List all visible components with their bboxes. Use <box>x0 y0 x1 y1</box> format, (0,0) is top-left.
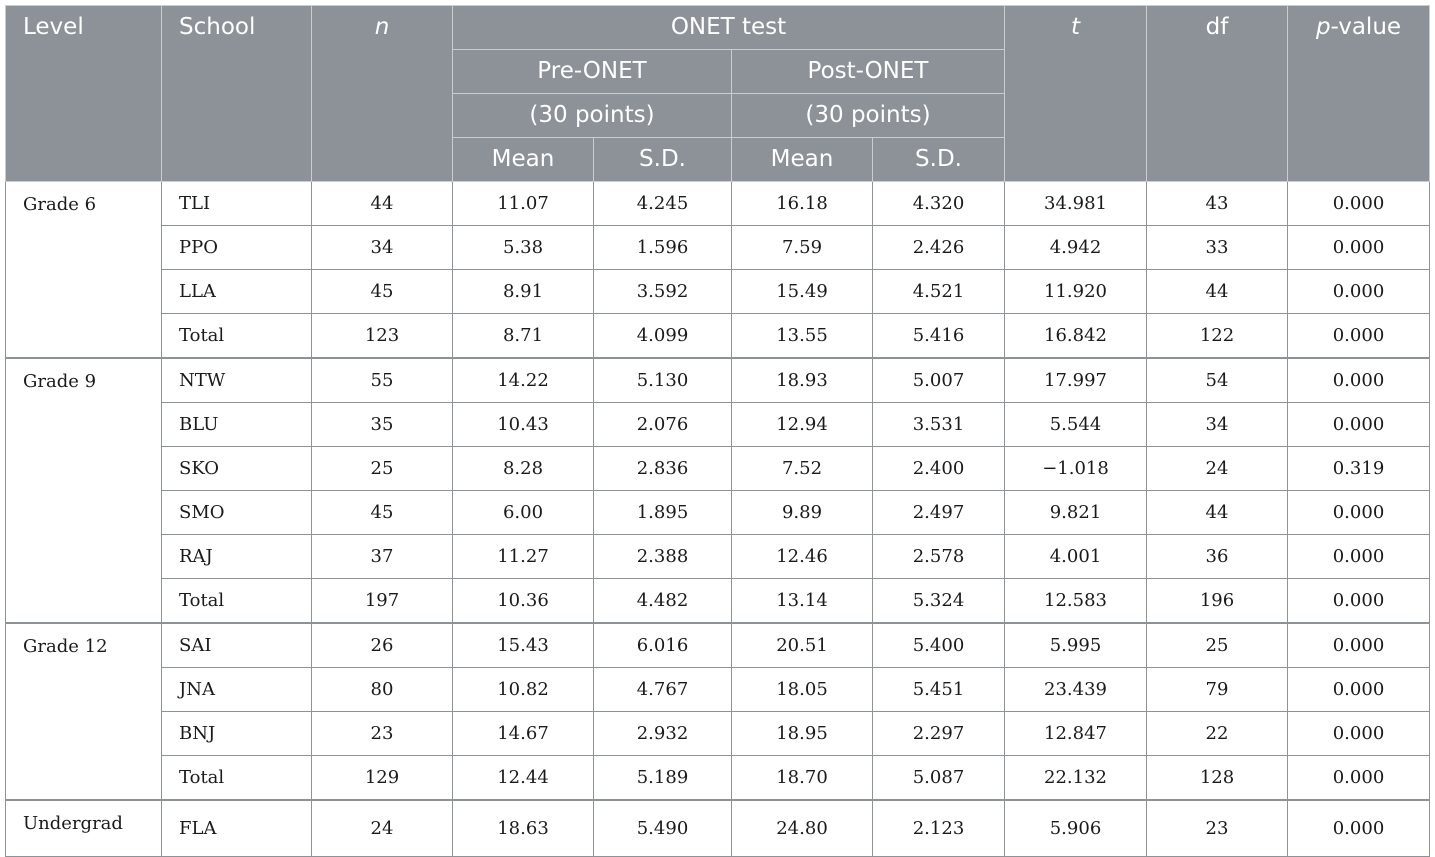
df-cell: 23 <box>1147 800 1288 857</box>
table-row <box>6 756 1430 801</box>
t-cell: 16.842 <box>1005 314 1147 359</box>
level-cell: Grade 6 <box>6 182 162 359</box>
school-cell: JNA <box>162 668 312 712</box>
header-pre-sd: S.D. <box>594 138 732 182</box>
post-mean-cell: 24.80 <box>732 800 873 857</box>
t-cell: −1.018 <box>1005 447 1147 491</box>
n-cell: 25 <box>312 447 453 491</box>
post-sd-cell: 4.320 <box>873 182 1005 226</box>
school-cell: BLU <box>162 403 312 447</box>
post-mean-cell: 12.46 <box>732 535 873 579</box>
n-cell: 123 <box>312 314 453 359</box>
post-mean-cell: 13.14 <box>732 579 873 624</box>
pre-mean-cell: 6.00 <box>453 491 594 535</box>
table-body <box>6 182 1430 857</box>
p-cell: 0.000 <box>1288 756 1430 801</box>
school-cell: RAJ <box>162 535 312 579</box>
t-cell: 22.132 <box>1005 756 1147 801</box>
header-p-rest: -value <box>1330 14 1402 40</box>
table-row <box>6 447 1430 491</box>
n-cell: 55 <box>312 358 453 403</box>
table-row <box>6 314 1430 359</box>
post-sd-cell: 2.426 <box>873 226 1005 270</box>
t-cell: 17.997 <box>1005 358 1147 403</box>
n-cell: 23 <box>312 712 453 756</box>
t-cell: 11.920 <box>1005 270 1147 314</box>
level-cell: Undergrad <box>6 800 162 857</box>
n-cell: 44 <box>312 182 453 226</box>
t-cell: 4.001 <box>1005 535 1147 579</box>
post-sd-cell: 2.297 <box>873 712 1005 756</box>
post-mean-cell: 20.51 <box>732 623 873 668</box>
post-mean-cell: 12.94 <box>732 403 873 447</box>
p-cell: 0.000 <box>1288 491 1430 535</box>
pre-mean-cell: 10.82 <box>453 668 594 712</box>
pre-mean-cell: 10.43 <box>453 403 594 447</box>
pre-mean-cell: 14.22 <box>453 358 594 403</box>
df-cell: 22 <box>1147 712 1288 756</box>
pre-sd-cell: 2.388 <box>594 535 732 579</box>
n-cell: 45 <box>312 270 453 314</box>
table-row <box>6 226 1430 270</box>
pre-sd-cell: 4.482 <box>594 579 732 624</box>
post-mean-cell: 13.55 <box>732 314 873 359</box>
post-mean-cell: 18.70 <box>732 756 873 801</box>
pre-mean-cell: 8.28 <box>453 447 594 491</box>
pre-mean-cell: 14.67 <box>453 712 594 756</box>
post-sd-cell: 2.123 <box>873 800 1005 857</box>
school-cell: PPO <box>162 226 312 270</box>
table-row <box>6 270 1430 314</box>
post-mean-cell: 7.52 <box>732 447 873 491</box>
pre-sd-cell: 6.016 <box>594 623 732 668</box>
df-cell: 54 <box>1147 358 1288 403</box>
table-row <box>6 491 1430 535</box>
df-cell: 44 <box>1147 270 1288 314</box>
p-cell: 0.000 <box>1288 403 1430 447</box>
pre-sd-cell: 2.076 <box>594 403 732 447</box>
header-n: n <box>312 6 453 182</box>
n-cell: 45 <box>312 491 453 535</box>
n-cell: 35 <box>312 403 453 447</box>
n-cell: 34 <box>312 226 453 270</box>
df-cell: 44 <box>1147 491 1288 535</box>
pre-sd-cell: 2.932 <box>594 712 732 756</box>
header-pre-onet: Pre-ONET <box>453 50 732 94</box>
level-cell: Grade 9 <box>6 358 162 623</box>
pre-mean-cell: 8.71 <box>453 314 594 359</box>
school-cell: SAI <box>162 623 312 668</box>
school-cell: Total <box>162 756 312 801</box>
df-cell: 24 <box>1147 447 1288 491</box>
pre-sd-cell: 5.130 <box>594 358 732 403</box>
header-p-value <box>1288 6 1430 182</box>
table-row <box>6 579 1430 624</box>
post-sd-cell: 2.497 <box>873 491 1005 535</box>
pre-sd-cell: 1.596 <box>594 226 732 270</box>
df-cell: 196 <box>1147 579 1288 624</box>
post-sd-cell: 2.400 <box>873 447 1005 491</box>
n-cell: 26 <box>312 623 453 668</box>
results-table <box>5 5 1430 857</box>
post-sd-cell: 3.531 <box>873 403 1005 447</box>
header-post-onet: Post-ONET <box>732 50 1005 94</box>
p-cell: 0.000 <box>1288 800 1430 857</box>
post-mean-cell: 18.93 <box>732 358 873 403</box>
df-cell: 33 <box>1147 226 1288 270</box>
df-cell: 128 <box>1147 756 1288 801</box>
post-sd-cell: 2.578 <box>873 535 1005 579</box>
df-cell: 25 <box>1147 623 1288 668</box>
t-cell: 5.544 <box>1005 403 1147 447</box>
post-mean-cell: 18.05 <box>732 668 873 712</box>
header-pre-mean: Mean <box>453 138 594 182</box>
post-mean-cell: 7.59 <box>732 226 873 270</box>
pre-mean-cell: 18.63 <box>453 800 594 857</box>
df-cell: 43 <box>1147 182 1288 226</box>
header-post-mean: Mean <box>732 138 873 182</box>
post-sd-cell: 5.007 <box>873 358 1005 403</box>
t-cell: 9.821 <box>1005 491 1147 535</box>
pre-sd-cell: 4.767 <box>594 668 732 712</box>
p-cell: 0.000 <box>1288 358 1430 403</box>
p-cell: 0.319 <box>1288 447 1430 491</box>
table-row <box>6 182 1430 226</box>
df-cell: 34 <box>1147 403 1288 447</box>
pre-sd-cell: 4.245 <box>594 182 732 226</box>
t-cell: 4.942 <box>1005 226 1147 270</box>
p-cell: 0.000 <box>1288 668 1430 712</box>
post-mean-cell: 9.89 <box>732 491 873 535</box>
table-row <box>6 358 1430 403</box>
pre-sd-cell: 1.895 <box>594 491 732 535</box>
school-cell: BNJ <box>162 712 312 756</box>
table-row <box>6 800 1430 857</box>
table-header <box>6 6 1430 182</box>
pre-mean-cell: 11.07 <box>453 182 594 226</box>
n-cell: 24 <box>312 800 453 857</box>
df-cell: 79 <box>1147 668 1288 712</box>
header-pre-points: (30 points) <box>453 94 732 138</box>
p-cell: 0.000 <box>1288 579 1430 624</box>
n-cell: 37 <box>312 535 453 579</box>
post-sd-cell: 5.324 <box>873 579 1005 624</box>
p-cell: 0.000 <box>1288 623 1430 668</box>
t-cell: 5.906 <box>1005 800 1147 857</box>
table-row <box>6 535 1430 579</box>
pre-sd-cell: 2.836 <box>594 447 732 491</box>
post-mean-cell: 18.95 <box>732 712 873 756</box>
post-mean-cell: 15.49 <box>732 270 873 314</box>
pre-mean-cell: 12.44 <box>453 756 594 801</box>
table-row <box>6 712 1430 756</box>
header-onet-test: ONET test <box>453 6 1005 50</box>
p-cell: 0.000 <box>1288 712 1430 756</box>
school-cell: Total <box>162 579 312 624</box>
table-row <box>6 668 1430 712</box>
post-sd-cell: 5.451 <box>873 668 1005 712</box>
p-cell: 0.000 <box>1288 226 1430 270</box>
p-cell: 0.000 <box>1288 535 1430 579</box>
post-mean-cell: 16.18 <box>732 182 873 226</box>
table-row <box>6 623 1430 668</box>
school-cell: SKO <box>162 447 312 491</box>
school-cell: FLA <box>162 800 312 857</box>
pre-mean-cell: 15.43 <box>453 623 594 668</box>
header-p-italic: p <box>1315 14 1331 40</box>
header-school: School <box>162 6 312 182</box>
p-cell: 0.000 <box>1288 314 1430 359</box>
header-level: Level <box>6 6 162 182</box>
t-cell: 34.981 <box>1005 182 1147 226</box>
table-row <box>6 403 1430 447</box>
school-cell: TLI <box>162 182 312 226</box>
header-t: t <box>1005 6 1147 182</box>
pre-mean-cell: 5.38 <box>453 226 594 270</box>
n-cell: 197 <box>312 579 453 624</box>
header-post-sd: S.D. <box>873 138 1005 182</box>
pre-mean-cell: 10.36 <box>453 579 594 624</box>
t-cell: 12.847 <box>1005 712 1147 756</box>
header-df: df <box>1147 6 1288 182</box>
n-cell: 80 <box>312 668 453 712</box>
post-sd-cell: 5.416 <box>873 314 1005 359</box>
df-cell: 122 <box>1147 314 1288 359</box>
pre-sd-cell: 4.099 <box>594 314 732 359</box>
post-sd-cell: 5.087 <box>873 756 1005 801</box>
school-cell: NTW <box>162 358 312 403</box>
pre-sd-cell: 5.189 <box>594 756 732 801</box>
t-cell: 12.583 <box>1005 579 1147 624</box>
school-cell: LLA <box>162 270 312 314</box>
df-cell: 36 <box>1147 535 1288 579</box>
p-cell: 0.000 <box>1288 182 1430 226</box>
level-cell: Grade 12 <box>6 623 162 800</box>
n-cell: 129 <box>312 756 453 801</box>
school-cell: SMO <box>162 491 312 535</box>
t-cell: 5.995 <box>1005 623 1147 668</box>
school-cell: Total <box>162 314 312 359</box>
header-post-points: (30 points) <box>732 94 1005 138</box>
pre-sd-cell: 3.592 <box>594 270 732 314</box>
post-sd-cell: 5.400 <box>873 623 1005 668</box>
t-cell: 23.439 <box>1005 668 1147 712</box>
pre-sd-cell: 5.490 <box>594 800 732 857</box>
pre-mean-cell: 11.27 <box>453 535 594 579</box>
p-cell: 0.000 <box>1288 270 1430 314</box>
pre-mean-cell: 8.91 <box>453 270 594 314</box>
post-sd-cell: 4.521 <box>873 270 1005 314</box>
